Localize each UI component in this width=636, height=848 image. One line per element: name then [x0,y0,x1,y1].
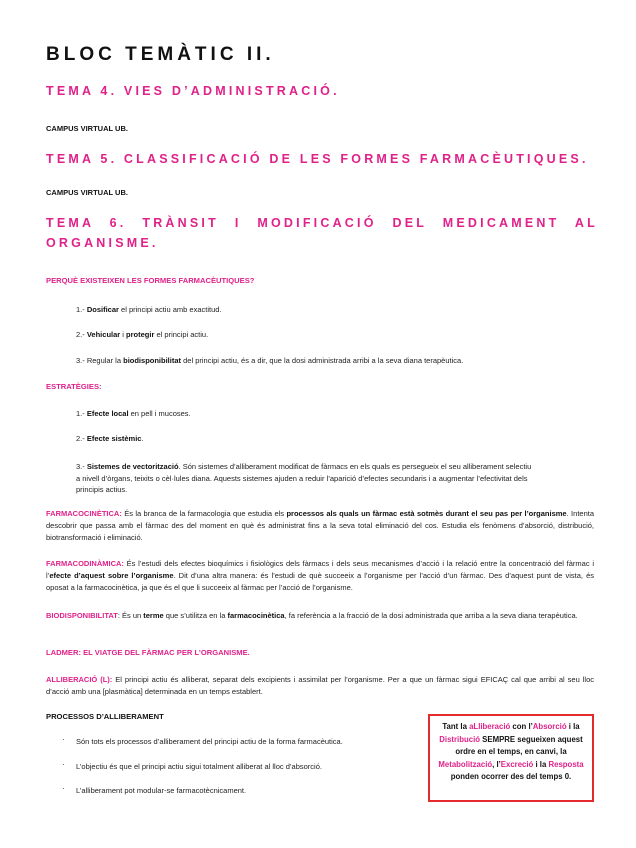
perque-heading: PERQUÈ EXISTEIXEN LES FORMES FARMACÈUTIQUES? [46,276,255,285]
ladmer-note-box: Tant la aLliberació con l’Absorció i la Distribució SEMPRE segueixen aquest ordre en el temps, en canvi, la Metabolització, l’Excreció i la Resposta ponden ocorrer des del temps 0. [428,714,594,802]
list-item: 2.- Efecte sistèmic. [76,434,144,443]
estrategies-heading: ESTRATÈGIES: [46,382,102,391]
tema-4-heading: TEMA 4. VIES D’ADMINISTRACIÓ. [46,84,340,98]
ladmer-heading: LADMER: EL VIATGE DEL FÀRMAC PER L’ORGANISME. [46,648,250,657]
tema-6-heading-line2: ORGANISME. [46,236,159,250]
tema-6-heading-line1: TEMA 6. TRÀNSIT I MODIFICACIÓ DEL MEDICAMENT AL [46,216,598,230]
list-item: L’objectiu és que el principi actiu sigui totalment alliberat al lloc d’absorció. [76,762,322,771]
list-item: 1.- Efecte local en pell i mucoses. [76,409,191,418]
bullet-icon: · [62,760,65,769]
list-item: Són tots els processos d’alliberament del principi actiu de la forma farmacèutica. [76,737,343,746]
tema-5-heading: TEMA 5. CLASSIFICACIÓ DE LES FORMES FARMACÈUTIQUES. [46,152,589,166]
campus-label: CAMPUS VIRTUAL UB. [46,124,128,133]
list-item: L’alliberament pot modular-se farmacotècnicament. [76,786,247,795]
list-item: 1.- Dosificar el principi actiu amb exactitud. [76,305,222,314]
list-item: 2.- Vehicular i protegir el principi actiu. [76,330,209,339]
farmacodinamica-paragraph: FARMACODINÀMICA: És l’estudi dels efectes bioquímics i fisiològics dels fàrmacs i dels seus mecanismes d’acció i la relació entre la concentració del fàrmac i l’efecte d’aquest sobre l’organisme. Dit d’una altra manera: és l’estudi de què succeeix a l’organisme per l’acció d’un fàrmac. Des d’aquest punt de vista, és oposat a la farmacocinètica, ja que és el que li succeeix al fàrmac per l’acció de l’organisme. [46,559,594,592]
campus-label: CAMPUS VIRTUAL UB. [46,188,128,197]
list-item: 3.- Regular la biodisponibilitat del principi actiu, és a dir, que la dosi administrada arribi a la seva diana terapèutica. [76,356,464,365]
biodisponibilitat-paragraph: BIODISPONIBILITAT: És un terme que s’utilitza en la farmacocinètica, fa referència a la fracció de la dosi administrada que arriba a la seva diana terapèutica. [46,611,578,620]
bloc-title: BLOC TEMÀTIC II. [46,44,275,65]
list-item: 3.- Sistemes de vectorització. Són sistemes d’alliberament modificat de fàrmacs en els quals es persegueix el seu alliberament selectiu a nivell d’òrgans, teixits o cèl·lules diana. Aquests sistemes ajuden a reduir l’aparició d’efectes secundaris i a augmentar l’efectivitat dels principis actius. [76,462,532,494]
processos-heading: PROCESSOS D’ALLIBERAMENT [46,712,164,721]
bullet-icon: · [62,735,65,744]
alliberacio-paragraph: ALLIBERACIÓ (L): El principi actiu és alliberat, separat dels excipients i assimilat per l’organisme. Per a que un fàrmac sigui EFICAÇ cal que arribi al seu lloc d’acció amb una [plasmàtica] determinada en un temps establert. [46,675,595,696]
farmacocinetica-paragraph: FARMACOCINÈTICA: És la branca de la farmacologia que estudia els processos als quals un fàrmac està sotmès durant el seu pas per l’organisme. Intenta descobrir que passa amb el fàrmac des del moment en què és administrat fins a la seva total eliminació del cos. Estudia els fenòmens d’absorció, distribució, biotransformació i eliminació. [46,509,594,542]
bullet-icon: · [62,784,65,793]
